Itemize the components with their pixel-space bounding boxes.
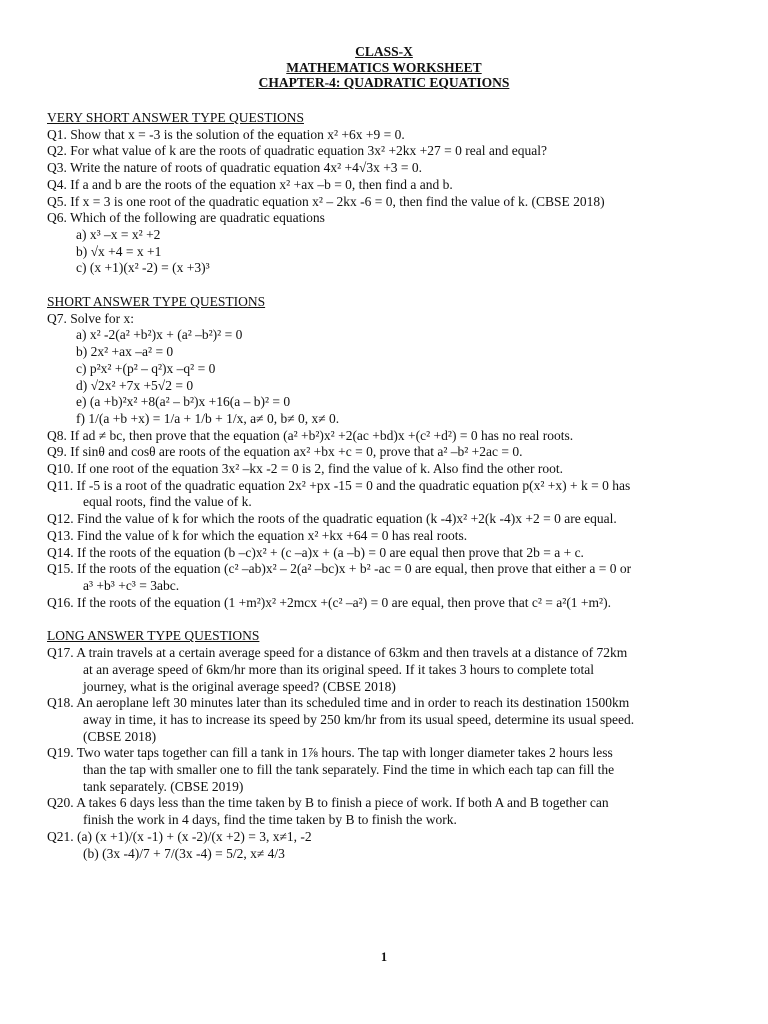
page-number: 1: [380, 950, 388, 964]
section-very-short: VERY SHORT ANSWER TYPE QUESTIONS: [47, 110, 304, 125]
question-8: Q8. If ad ≠ bc, then prove that the equation (a² +b²)x² +2(ac +bd)x +(c² +d²) = 0 has no real roots.: [47, 427, 574, 443]
question-6b: b) √x +4 = x +1: [76, 243, 162, 259]
question-17-cont: at an average speed of 6km/hr more than its original speed. If it takes 3 hours to complete total: [83, 661, 594, 677]
section-gap: [47, 277, 727, 294]
question-19-cont: than the tap with smaller one to fill the tank separately. Find the time in which each tap can fill the: [83, 762, 615, 778]
question-17: Q17. A train travels at a certain average speed for a distance of 63km and then travels at a distance of 72km: [47, 645, 628, 661]
question-12: Q12. Find the value of k for which the roots of the quadratic equation (k -4)x² +2(k -4)x +2 = 0 are equal.: [47, 511, 617, 527]
question-3: Q3. Write the nature of roots of quadratic equation 4x² +4√3x +3 = 0.: [47, 160, 423, 176]
question-2: Q2. For what value of k are the roots of quadratic equation 3x² +2kx +27 = 0 real and equal?: [47, 143, 547, 159]
question-21: Q21. (a) (x +1)/(x -1) + (x -2)/(x +2) = 3, x≠1, -2: [47, 828, 312, 844]
question-7d: d) √2x² +7x +5√2 = 0: [76, 377, 194, 393]
question-5: Q5. If x = 3 is one root of the quadratic equation x² – 2kx -6 = 0, then find the value of k. (CBSE 2018): [47, 193, 605, 209]
section-short: SHORT ANSWER TYPE QUESTIONS: [47, 294, 266, 310]
question-11: Q11. If -5 is a root of the quadratic equation 2x² +px -15 = 0 and the quadratic equation p(x² +x) + k = 0 has: [47, 477, 631, 493]
question-16: Q16. If the roots of the equation (1 +m²)x² +2mcx +(c² –a²) = 0 are equal, then prove that c² = a²(1 +m²).: [47, 594, 611, 610]
question-1: Q1. Show that x = -3 is the solution of the equation x² +6x +9 = 0.: [47, 126, 405, 142]
question-19-cont: tank separately. (CBSE 2019): [83, 778, 244, 794]
question-7e: e) (a +b)²x² +8(a² – b²)x +16(a – b)² = 0: [76, 394, 291, 410]
question-18-cont: (CBSE 2018): [83, 728, 157, 744]
question-7: Q7. Solve for x:: [47, 310, 134, 326]
question-20-cont: finish the work in 4 days, find the time taken by B to finish the work.: [83, 812, 457, 828]
question-18: Q18. An aeroplane left 30 minutes later than its scheduled time and in order to reach its destination 1500km: [47, 695, 630, 711]
question-11-cont: equal roots, find the value of k.: [83, 494, 252, 510]
question-7b: b) 2x² +ax –a² = 0: [76, 344, 174, 360]
question-7a: a) x² -2(a² +b²)x + (a² –b²)² = 0: [76, 327, 243, 343]
worksheet-header: [0, 44, 768, 91]
question-15-cont: a³ +b³ +c³ = 3abc.: [83, 577, 180, 593]
question-13: Q13. Find the value of k for which the equation x² +kx +64 = 0 has real roots.: [47, 527, 468, 543]
question-14: Q14. If the roots of the equation (b –c)x² + (c –a)x + (a –b) = 0 are equal then prove that 2b = a + c.: [47, 544, 584, 560]
question-19: Q19. Two water taps together can fill a tank in 1⅞ hours. The tap with longer diameter takes 2 hours less: [47, 745, 613, 761]
question-17-cont: journey, what is the original average speed? (CBSE 2018): [83, 678, 396, 694]
question-7c: c) p²x² +(p² – q²)x –q² = 0: [76, 360, 216, 376]
question-6a: a) x³ –x = x² +2: [76, 226, 161, 242]
section-long: LONG ANSWER TYPE QUESTIONS: [47, 628, 260, 644]
question-7f: f) 1/(a +b +x) = 1/a + 1/b + 1/x, a≠ 0, b≠ 0, x≠ 0.: [76, 410, 340, 426]
section-gap: [47, 611, 727, 628]
question-6c: c) (x +1)(x² -2) = (x +3)³: [76, 260, 210, 276]
worksheet-title: MATHEMATICS WORKSHEET: [286, 59, 482, 75]
question-21-cont: (b) (3x -4)/7 + 7/(3x -4) = 5/2, x≠ 4/3: [83, 845, 285, 861]
chapter-title: CHAPTER-4: QUADRATIC EQUATIONS: [258, 75, 510, 90]
question-18-cont: away in time, it has to increase its speed by 250 km/hr from its usual speed, determine its usual speed.: [83, 711, 635, 727]
question-4: Q4. If a and b are the roots of the equation x² +ax –b = 0, then find a and b.: [47, 176, 453, 192]
question-20: Q20. A takes 6 days less than the time taken by B to finish a piece of work. If both A and B together can: [47, 795, 609, 811]
class-title: CLASS-X: [355, 44, 413, 59]
question-9: Q9. If sinθ and cosθ are roots of the equation ax² +bx +c = 0, prove that a² –b² +2ac = 0.: [47, 444, 523, 460]
question-15: Q15. If the roots of the equation (c² –ab)x² – 2(a² –bc)x + b² -ac = 0 are equal, then prove that either a = 0 or: [47, 561, 632, 577]
question-6: Q6. Which of the following are quadratic equations: [47, 210, 325, 226]
worksheet-content: [47, 110, 727, 862]
question-10: Q10. If one root of the equation 3x² –kx -2 = 0 is 2, find the value of k. Also find the other root.: [47, 461, 563, 477]
